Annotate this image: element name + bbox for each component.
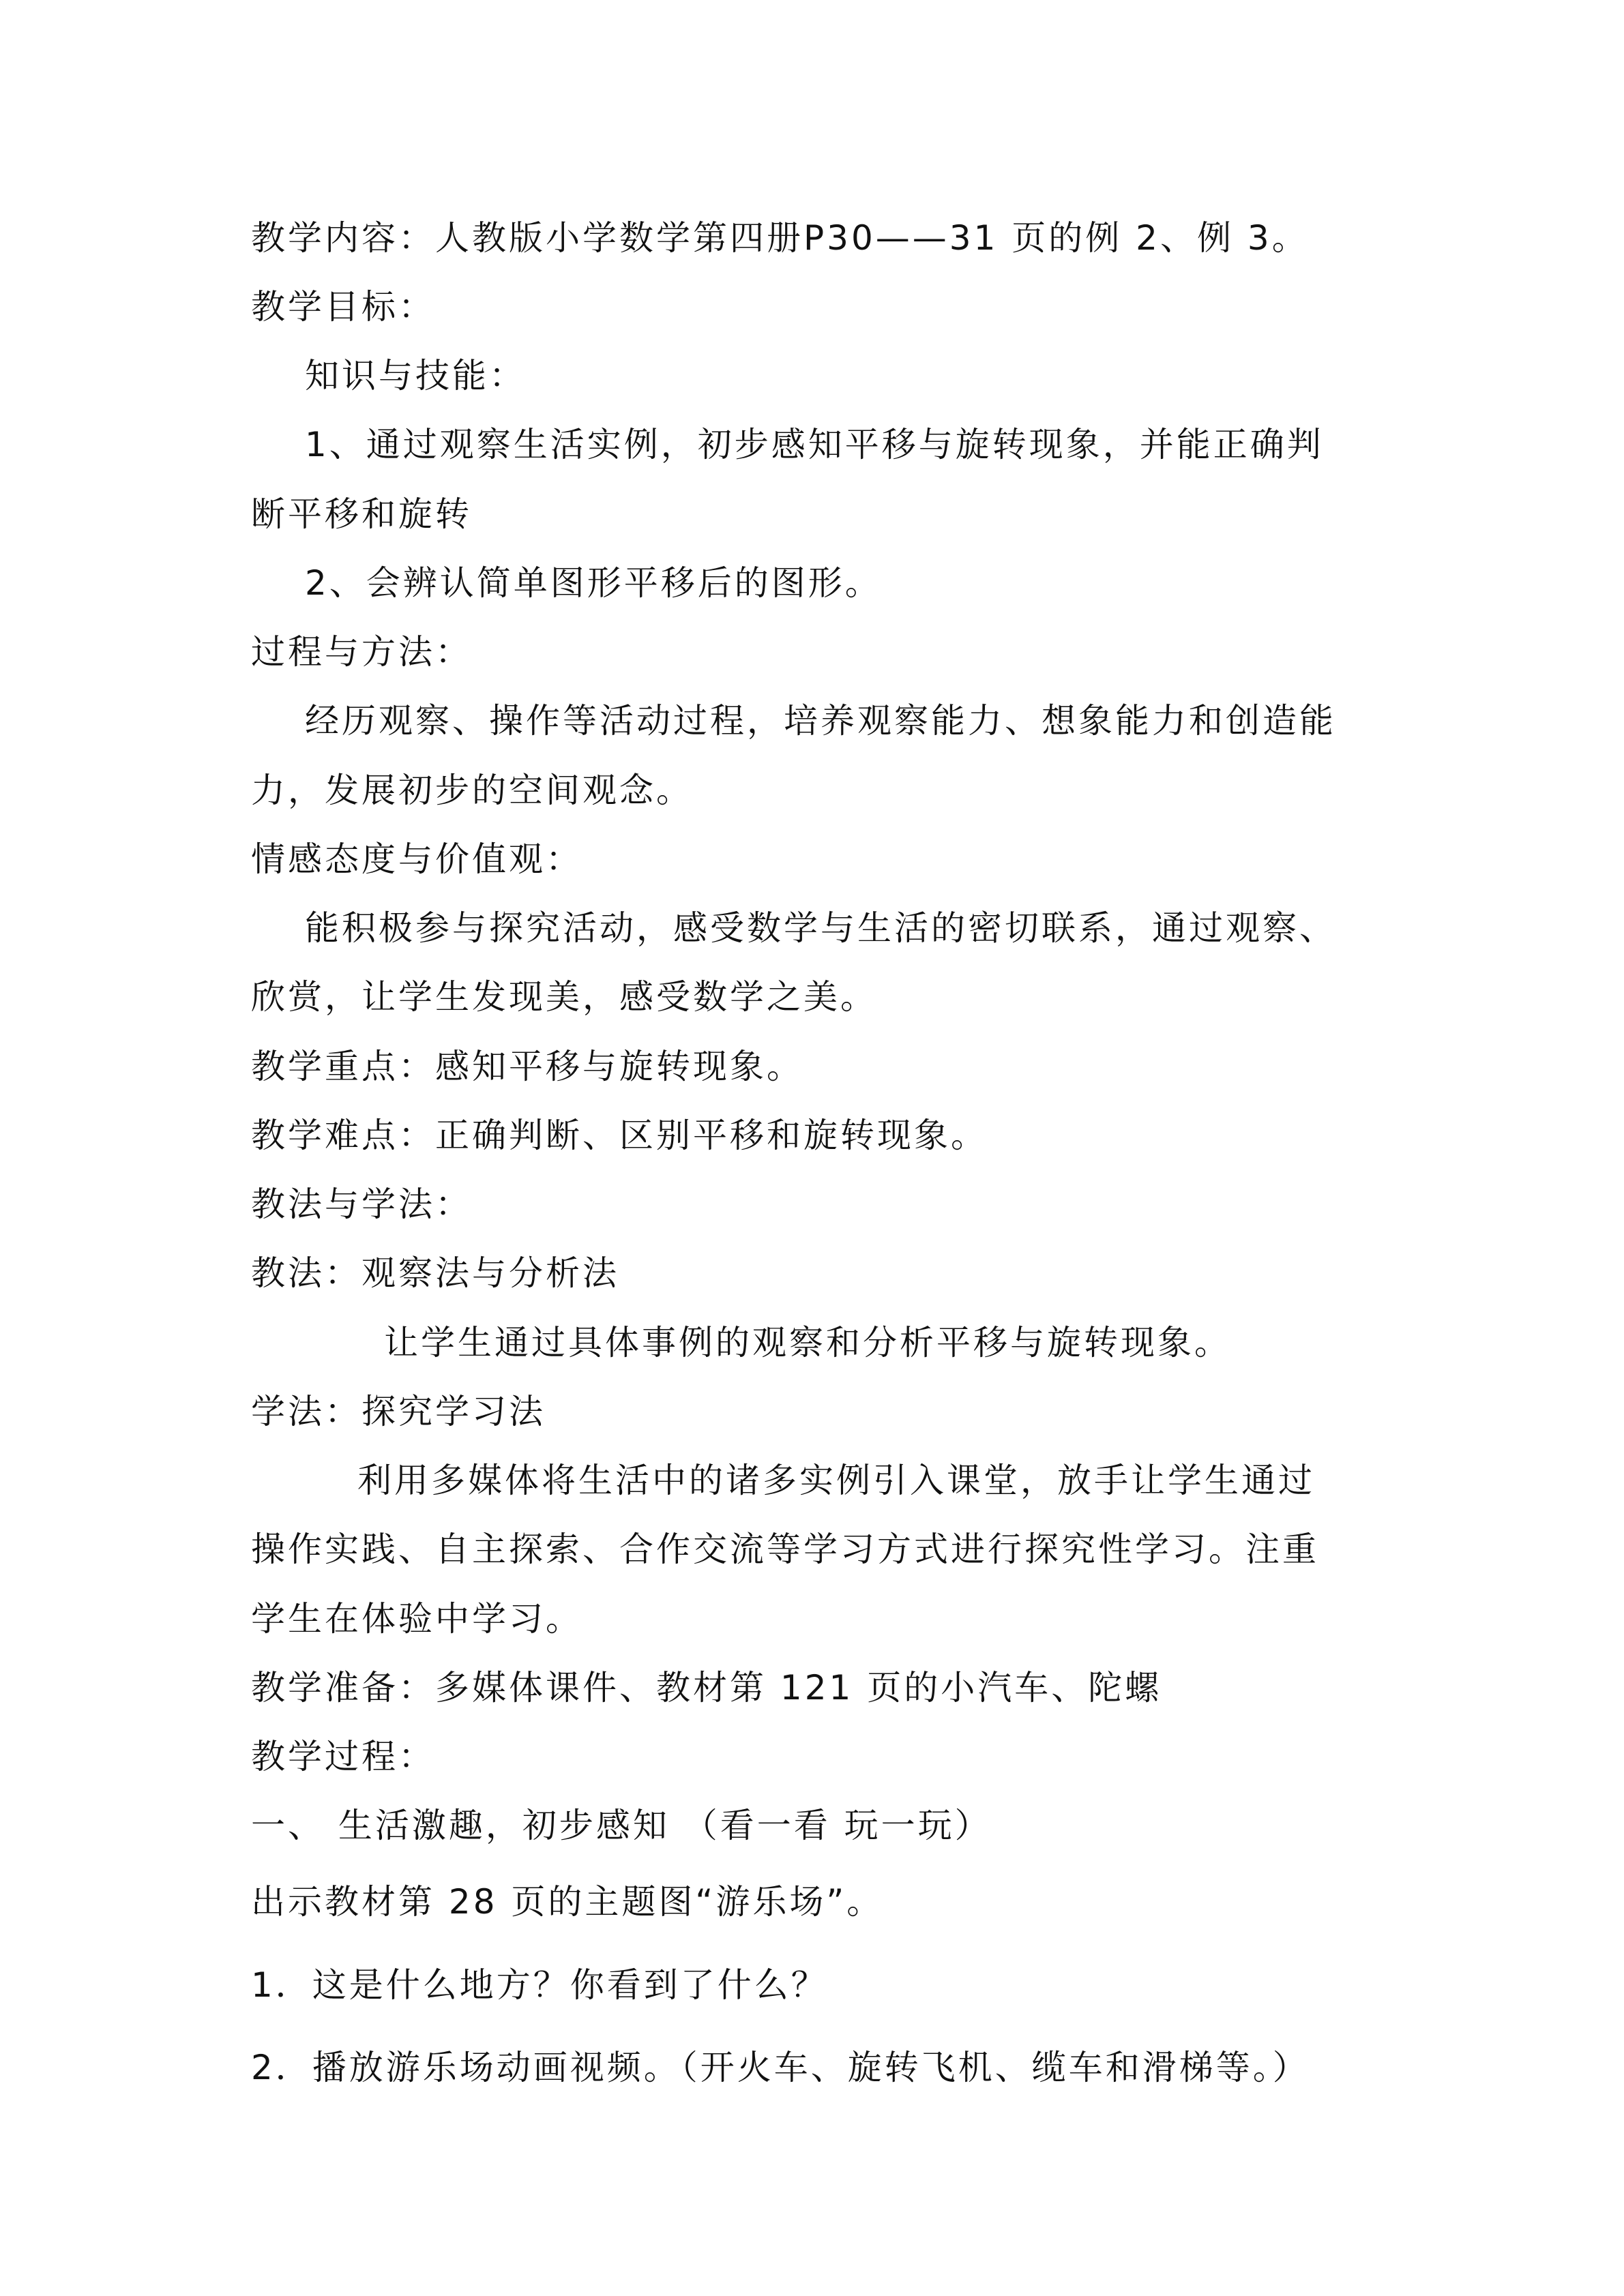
learning-method-desc-line-1: 利用多媒体将生活中的诸多实例引入课堂，放手让学生通过 [357, 1461, 1315, 1500]
learning-method-line: 学法：探究学习法 [251, 1392, 546, 1431]
teaching-goals-heading: 教学目标： [251, 287, 435, 327]
emotion-paragraph-line-1: 能积极参与探究活动，感受数学与生活的密切联系，通过观察、 [305, 908, 1336, 948]
process-method-heading: 过程与方法： [251, 632, 472, 672]
learning-method-desc-line-2: 操作实践、自主探索、合作交流等学习方式进行探究性学习。注重 [251, 1530, 1319, 1569]
show-theme-image-line: 出示教材第 28 页的主题图“游乐场”。 [251, 1882, 884, 1922]
emotion-values-heading: 情感态度与价值观： [251, 839, 582, 879]
question-1-line: 1．这是什么地方？你看到了什么？ [251, 1965, 828, 2005]
section-one-heading: 一、 生活激趣，初步感知 （看一看 玩一玩） [251, 1806, 992, 1845]
key-point-line: 教学重点：感知平移与旋转现象。 [251, 1047, 803, 1086]
goal-2-line: 2、会辨认简单图形平移后的图形。 [305, 563, 882, 603]
methods-heading: 教法与学法： [251, 1184, 472, 1224]
question-2-line: 2．播放游乐场动画视频。（开火车、旋转飞机、缆车和滑梯等。） [251, 2048, 1310, 2087]
knowledge-skills-heading: 知识与技能： [305, 356, 526, 396]
teaching-method-line: 教法：观察法与分析法 [251, 1253, 619, 1293]
process-paragraph-line-2: 力，发展初步的空间观念。 [251, 771, 693, 810]
goal-1-line-2: 断平移和旋转 [251, 494, 472, 534]
teaching-content-line: 教学内容：人教版小学数学第四册P30——31 页的例 2、例 3。 [251, 218, 1309, 258]
preparation-line: 教学准备：多媒体课件、教材第 121 页的小汽车、陀螺 [251, 1668, 1162, 1708]
goal-1-line-1: 1、通过观察生活实例，初步感知平移与旋转现象，并能正确判 [305, 425, 1324, 464]
difficulty-line: 教学难点：正确判断、区别平移和旋转现象。 [251, 1116, 988, 1155]
emotion-paragraph-line-2: 欣赏，让学生发现美，感受数学之美。 [251, 977, 877, 1017]
learning-method-desc-line-3: 学生在体验中学习。 [251, 1599, 582, 1639]
teaching-method-desc: 让学生通过具体事例的观察和分析平移与旋转现象。 [384, 1323, 1231, 1362]
teaching-process-heading: 教学过程： [251, 1737, 435, 1776]
process-paragraph-line-1: 经历观察、操作等活动过程，培养观察能力、想象能力和创造能 [305, 701, 1336, 741]
